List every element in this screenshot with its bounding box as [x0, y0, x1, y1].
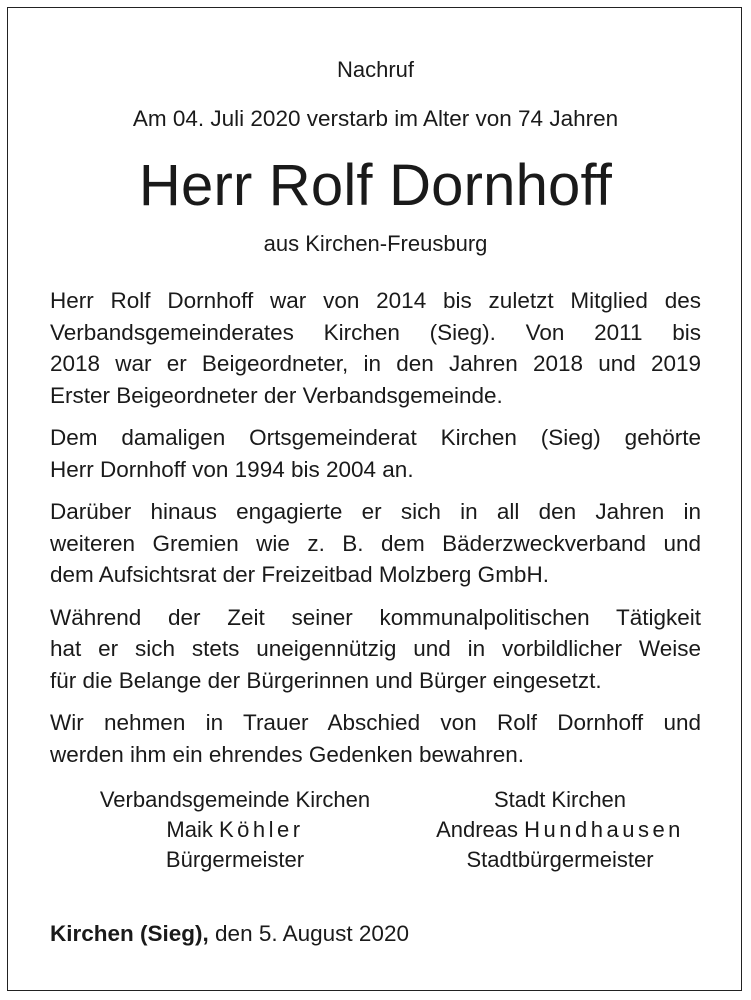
- obituary-body: [50, 285, 701, 781]
- footer-date: den 5. August 2020: [215, 921, 409, 946]
- paragraph-farewell: [50, 707, 701, 770]
- signatory-organization: Verbandsgemeinde Kirchen: [99, 787, 371, 812]
- text-line: Erster Beigeordneter der Verbandsgemeinde.: [50, 382, 503, 408]
- signatory-name: [410, 815, 710, 845]
- paragraph-career: [50, 285, 701, 411]
- signatory-organization: Stadt Kirchen: [493, 787, 627, 812]
- signatory-name: [50, 815, 420, 845]
- paragraph-service: [50, 602, 701, 697]
- notice-heading: Nachruf: [336, 57, 415, 82]
- footer-place: Kirchen (Sieg),: [50, 921, 209, 946]
- death-announcement: Am 04. Juli 2020 verstarb im Alter von 74 Jahren: [132, 106, 619, 131]
- text-line: Wir nehmen in Trauer Abschied von Rolf Dornhoff und: [50, 710, 701, 735]
- text-line: Verbandsgemeinderates Kirchen (Sieg). Von 2011 bis: [50, 319, 701, 345]
- signatory-person: Andreas Hundhausen: [436, 817, 684, 842]
- text-line: Herr Rolf Dornhoff war von 2014 bis zuletzt Mitglied des: [50, 288, 701, 313]
- text-line: hat er sich stets uneigennützig und in vorbildlicher Weise: [50, 636, 701, 661]
- text-line: Herr Dornhoff von 1994 bis 2004 an.: [50, 456, 414, 482]
- signatory-role: Bürgermeister: [165, 847, 305, 872]
- deceased-name: Herr Rolf Dornhoff: [138, 153, 613, 218]
- text-line: Darüber hinaus engagierte er sich in all den Jahren in: [50, 499, 701, 524]
- text-line: Dem damaligen Ortsgemeinderat Kirchen (Sieg) gehörte: [50, 425, 701, 450]
- signatory-person: Maik Köhler: [166, 817, 304, 842]
- text-line: dem Aufsichtsrat der Freizeitbad Molzberg GmbH.: [50, 562, 549, 587]
- signatory-role: Stadtbürgermeister: [466, 847, 654, 872]
- deceased-origin: aus Kirchen-Freusburg: [263, 231, 488, 256]
- signature-block-left: [50, 785, 420, 875]
- paragraph-council: [50, 422, 701, 485]
- text-line: 2018 war er Beigeordneter, in den Jahren 2018 und 2019: [50, 351, 701, 376]
- text-line: werden ihm ein ehrendes Gedenken bewahren.: [50, 741, 525, 767]
- text-line: für die Belange der Bürgerinnen und Bürger eingesetzt.: [50, 667, 602, 693]
- signature-block-right: [410, 785, 710, 875]
- place-date-line: [50, 921, 409, 947]
- text-line: weiteren Gremien wie z. B. dem Bäderzweckverband und: [50, 530, 701, 556]
- text-line: Während der Zeit seiner kommunalpolitischen Tätigkeit: [50, 604, 701, 630]
- paragraph-committees: [50, 496, 701, 591]
